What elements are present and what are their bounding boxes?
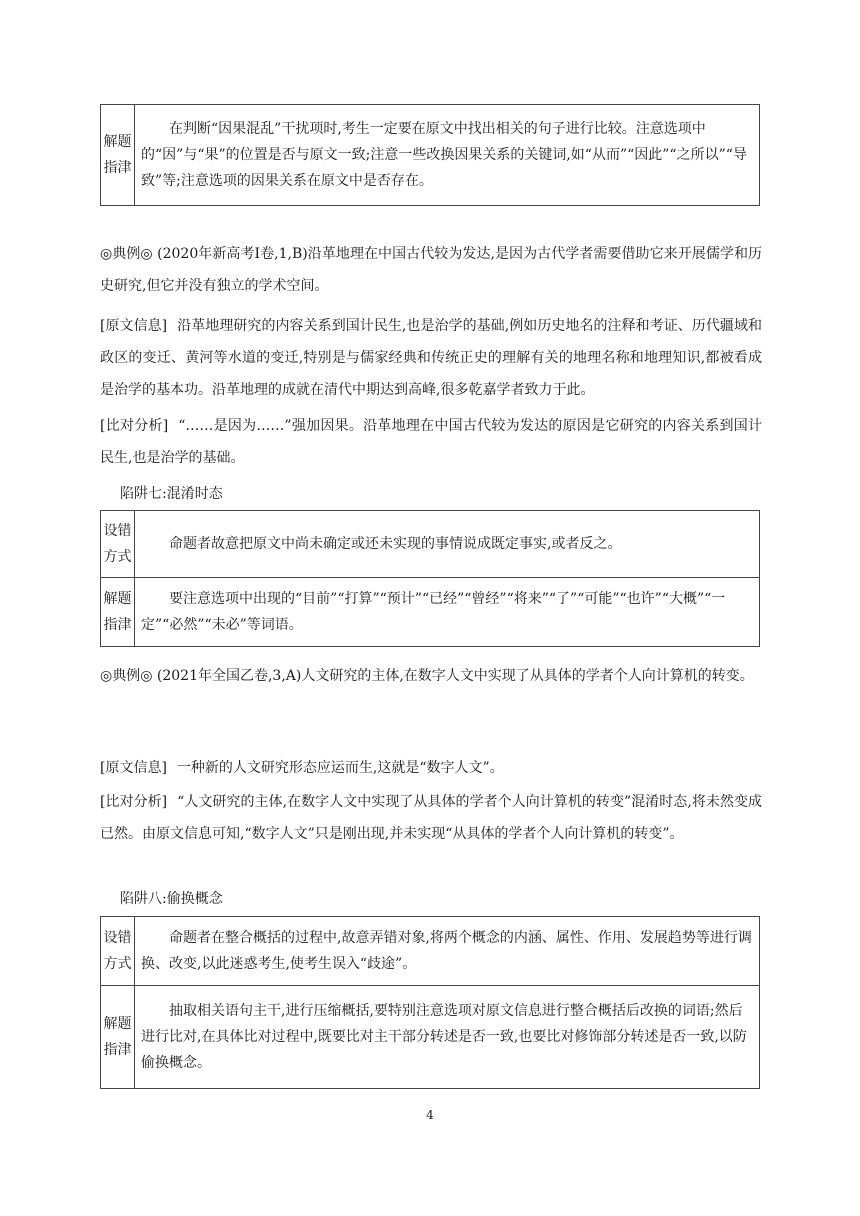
source-text: 沿革地理研究的内容关系到国计民生,也是治学的基础,例如历史地名的注释和考证、历代疆域和政区的变迁、黄河等水道的变迁,特别是与儒家经典和传统正史的理解有关的地理名称和地理知识,都被看成是治学的基本功。沿革地理的成就在清代中期达到高峰,很多乾嘉学者致力于此。 xyxy=(100,318,762,398)
row-label: 解题 指津 xyxy=(101,986,135,1088)
source-tag: [原文信息] xyxy=(100,760,167,776)
source-info xyxy=(100,752,762,784)
row-label: 解题 指津 xyxy=(101,105,135,205)
row-content: 在判断“因果混乱”干扰项时,考生一定要在原文中找出相关的句子进行比较。注意选项中的“因”与“果”的位置是否与原文一致;注意一些改换因果关系的关键词,如“从而”“因此”“之所以”“导致”等;注意选项的因果关系在原文中是否存在。 xyxy=(141,121,747,189)
comparison-analysis xyxy=(100,410,762,474)
table-row xyxy=(101,577,759,646)
table-cause-effect xyxy=(100,104,760,206)
row-label: 设错 方式 xyxy=(101,511,135,577)
source-info xyxy=(100,310,762,406)
page-number: 4 xyxy=(426,1108,434,1122)
table-concept-swap xyxy=(100,916,760,1089)
source-text: 一种新的人文研究形态应运而生,这就是“数字人文”。 xyxy=(176,760,504,776)
analysis-text: “……是因为……”强加因果。沿革地理在中国古代较为发达的原因是它研究的内容关系到国计民生,也是治学的基础。 xyxy=(100,418,763,466)
row-label: 设错 方式 xyxy=(101,917,135,985)
row-content: 抽取相关语句主干,进行压缩概括,要特别注意选项对原文信息进行整合概括后改换的词语;然后进行比对,在具体比对过程中,既要比对主干部分转述是否一致,也要比对修饰部分转述是否一致,以防偷换概念。 xyxy=(141,1003,747,1071)
example-heading: ◎典例◎ (2020年新高考Ⅰ卷,1,B)沿革地理在中国古代较为发达,是因为古代学者需要借助它来开展儒学和历史研究,但它并没有独立的学术空间。 xyxy=(100,246,762,294)
table-tense-confusion xyxy=(100,510,760,647)
trap-title: 陷阱八:偷换概念 xyxy=(120,891,223,907)
comparison-analysis xyxy=(100,786,762,850)
analysis-tag: [比对分析] xyxy=(100,418,169,434)
analysis-text: “人文研究的主体,在数字人文中实现了从具体的学者个人向计算机的转变”混淆时态,将未然变成已然。由原文信息可知,“数字人文”只是刚出现,并未实现“从具体的学者个人向计算机的转变”。 xyxy=(100,794,762,842)
table-row xyxy=(101,985,759,1088)
example-heading: ◎典例◎ (2021年全国乙卷,3,A)人文研究的主体,在数字人文中实现了从具体的学者个人向计算机的转变。 xyxy=(100,668,754,684)
row-label: 解题 指津 xyxy=(101,578,135,646)
row-content: 命题者在整合概括的过程中,故意弄错对象,将两个概念的内涵、属性、作用、发展趋势等进行调换、改变,以此迷惑考生,使考生误入“歧途”。 xyxy=(141,930,752,972)
table-row xyxy=(101,511,759,577)
table-row xyxy=(101,105,759,205)
row-content: 要注意选项中出现的“目前”“打算”“预计”“已经”“曾经”“将来”“了”“可能”“也许”“大概”“一定”“必然”“未必”等词语。 xyxy=(141,591,726,633)
source-tag: [原文信息] xyxy=(100,318,168,334)
table-row xyxy=(101,917,759,985)
analysis-tag: [比对分析] xyxy=(100,794,168,810)
row-content: 命题者故意把原文中尚未确定或还未实现的事情说成既定事实,或者反之。 xyxy=(169,536,622,552)
trap-title: 陷阱七:混淆时态 xyxy=(120,486,223,502)
